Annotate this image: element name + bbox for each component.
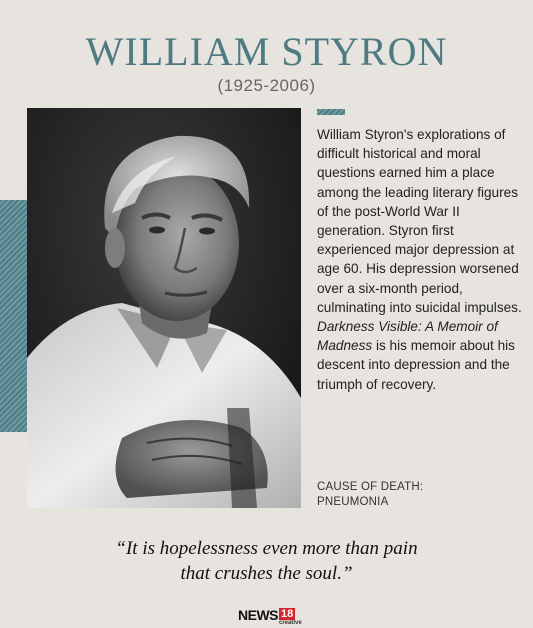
book-title: Darkness Visible: A Memoir of Madness xyxy=(317,319,498,354)
cause-of-death xyxy=(317,480,527,510)
logo-sub-text: creative xyxy=(279,620,302,626)
portrait-photo xyxy=(27,108,301,508)
quote-line-2: that crushes the soul.” xyxy=(180,563,353,584)
bio-outro: is his memoir about his descent into depression and the triumph of recovery. xyxy=(317,338,515,392)
biography-text xyxy=(317,125,529,394)
cause-of-death-value: PNEUMONIA xyxy=(317,496,389,508)
logo-number: 18 xyxy=(281,608,294,620)
quote xyxy=(0,536,533,586)
news18-logo xyxy=(238,608,302,628)
decorative-accent-bar xyxy=(317,109,345,115)
decorative-stripe-left xyxy=(0,200,27,432)
page-title: WILLIAM STYRON xyxy=(85,29,448,74)
logo-news-text: NEWS xyxy=(238,607,278,623)
bio-intro: William Styron's explorations of difficult historical and moral questions earned him a place among the leading literary figures of the post-World War II generation. Styron first experienced major depression at age 60. His depression worsened over a six-month period, culminating into suicidal impulses. xyxy=(317,127,522,315)
cause-of-death-label: CAUSE OF DEATH: xyxy=(317,481,424,493)
life-years: (1925-2006) xyxy=(217,76,316,95)
quote-line-1: “It is hopelessness even more than pain xyxy=(115,538,418,559)
logo-number-wrap xyxy=(279,608,302,627)
